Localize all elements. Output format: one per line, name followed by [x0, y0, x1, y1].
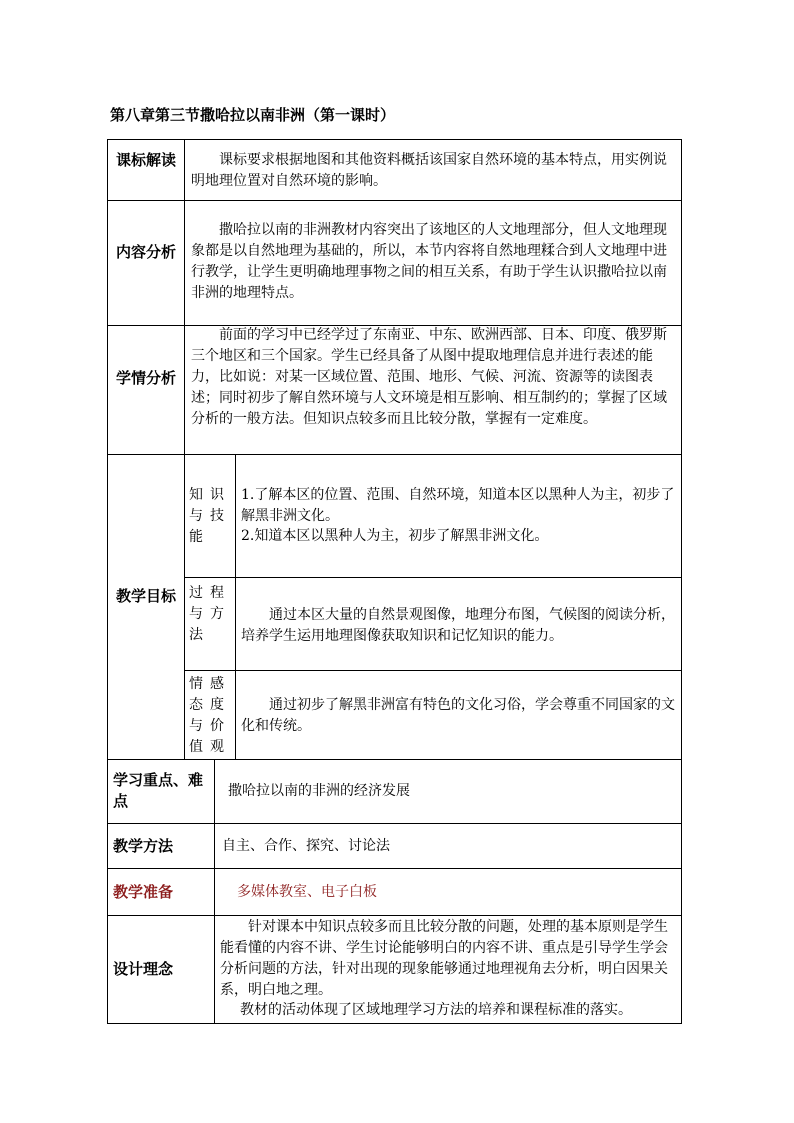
- subcontent-zhishi-2: 2.知道本区以黑种人为主，初步了解黑非洲文化。: [241, 528, 549, 544]
- row-content-linian-1: 针对课本中知识点较多而且比较分散的问题，处理的基本原则是学生能看懂的内容不讲、学生讨论能够明白的内容不讲、重点是引导学生学会分析问题的方法，针对出现的现象能够通过地理视角去分析，明白因果关系，明白地之理。: [220, 919, 668, 998]
- subrow-divider: [184, 577, 682, 578]
- row-content-zhongdian: 撒哈拉以南的非洲的经济发展: [228, 783, 410, 799]
- sublabel-zhishi: 知识与技能: [189, 487, 231, 545]
- row-label-fangfa: 教学方法: [113, 837, 174, 855]
- row-divider: [107, 823, 682, 824]
- row-divider: [107, 759, 682, 760]
- sublabel-guocheng: 过程与方法: [189, 585, 231, 643]
- row-content-xueqing: 前面的学习中已经学过了东南亚、中东、欧洲西部、日本、印度、俄罗斯三个地区和三个国家。学生已经具备了从图中提取地理信息并进行表述的能力，比如说：对某一区域位置、范围、地形、气候、河流、资源等的读图表述；同时初步了解自然环境与人文环境是相互影响、相互制约的；掌握了区域分析的一般方法。但知识点较多而且比较分散，掌握有一定难度。: [191, 327, 667, 427]
- row-divider: [107, 454, 682, 455]
- row-label-mubiao: 教学目标: [116, 587, 177, 605]
- row-label-neirong: 内容分析: [116, 243, 177, 261]
- row-label-kebiao: 课标解读: [116, 151, 177, 169]
- row-content-neirong: 撒哈拉以南的非洲教材内容突出了该地区的人文地理部分，但人文地理现象都是以自然地理为基础的，所以，本节内容将自然地理糅合到人文地理中进行教学，让学生更明确地理事物之间的相互关系，有助于学生认识撒哈拉以南非洲的地理特点。: [191, 222, 667, 301]
- row-divider: [107, 200, 682, 201]
- row-label-zhunbei: 教学准备: [113, 883, 174, 901]
- sublabel-qinggan: 情感态度与价值观: [189, 676, 231, 755]
- col-divider: [184, 139, 185, 759]
- subcontent-qinggan: 通过初步了解黑非洲富有特色的文化习俗，学会尊重不同国家的文化和传统。: [241, 697, 675, 734]
- row-content-linian-2: 教材的活动体现了区域地理学习方法的培养和课程标准的落实。: [240, 1002, 632, 1018]
- row-content-zhunbei: 多媒体教室、电子白板: [237, 884, 377, 900]
- document-title: 第八章第三节撒哈拉以南非洲（第一课时）: [110, 106, 396, 124]
- subrow-divider: [184, 670, 682, 671]
- subcontent-guocheng: 通过本区大量的自然景观图像，地理分布图，气候图的阅读分析，培养学生运用地理图像获取知识和记忆知识的能力。: [241, 607, 675, 644]
- row-divider: [107, 915, 682, 916]
- subcontent-zhishi-1: 1.了解本区的位置、范围、自然环境，知道本区以黑种人为主，初步了解黑非洲文化。: [241, 487, 675, 524]
- row-content-kebiao: 课标要求根据地图和其他资料概括该国家自然环境的基本特点，用实例说明地理位置对自然环境的影响。: [191, 152, 667, 189]
- row-label-xueqing: 学情分析: [116, 369, 177, 387]
- row-content-fangfa: 自主、合作、探究、讨论法: [222, 838, 390, 854]
- row-label-linian: 设计理念: [113, 960, 174, 978]
- row-divider: [107, 868, 682, 869]
- row-label-zhongdian: 学习重点、难点: [113, 771, 204, 810]
- col-divider: [214, 759, 215, 1024]
